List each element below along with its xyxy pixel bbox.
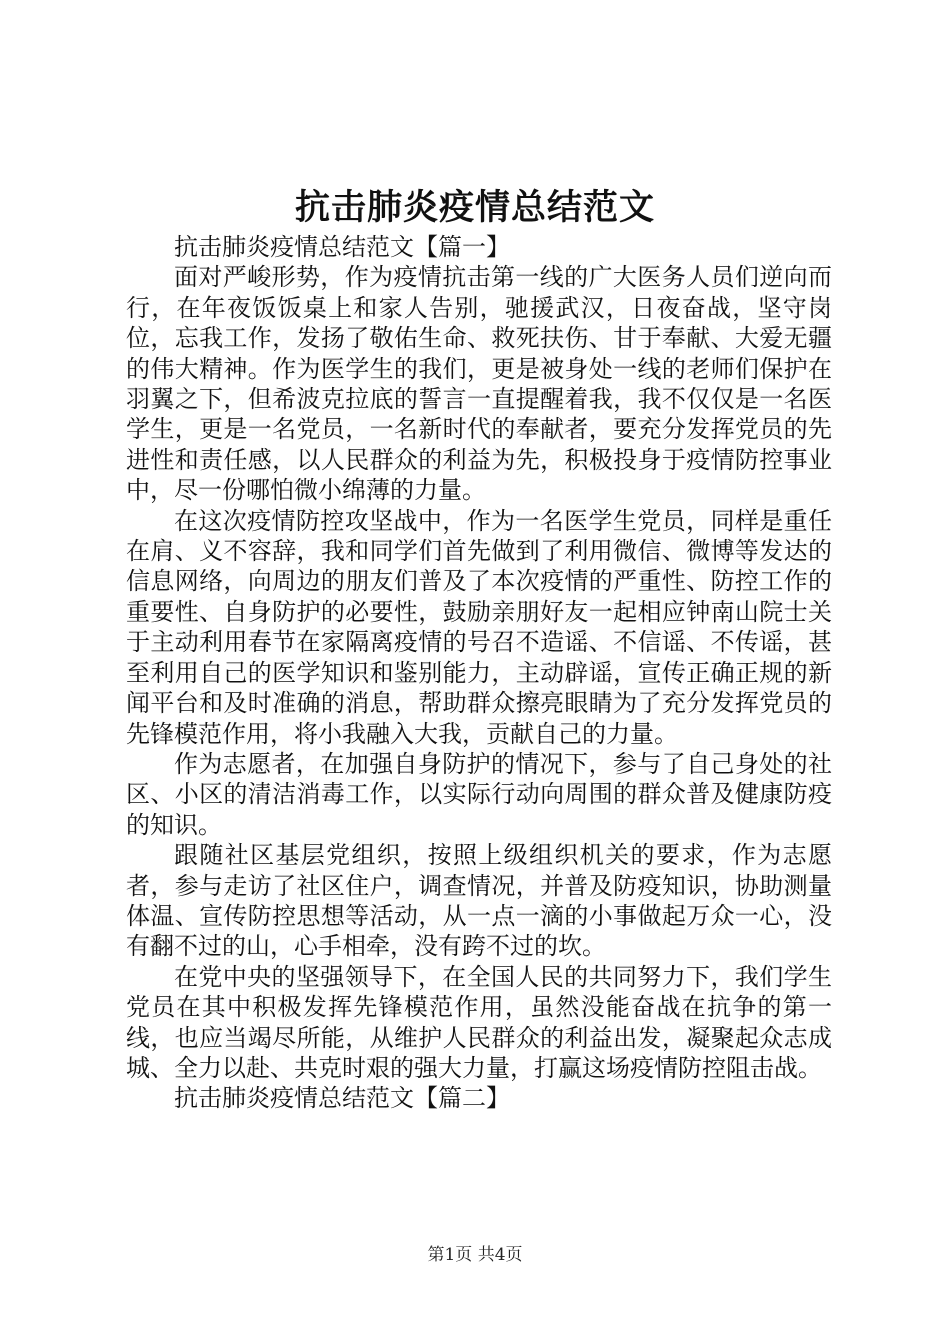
paragraph-4: 跟随社区基层党组织，按照上级组织机关的要求，作为志愿者，参与走访了社区住户，调查情况，并普及防疫知识，协助测量体温、宣传防控思想等活动，从一点一滴的小事做起万众一心，没有翻不过的山，心手相牵，没有跨不过的坎。 xyxy=(126,841,832,961)
document-body xyxy=(126,232,832,1114)
page-footer: 第1页 共4页 xyxy=(427,1245,523,1265)
document-title: 抗击肺炎疫情总结范文 xyxy=(294,187,655,228)
paragraph-3: 作为志愿者，在加强自身防护的情况下，参与了自己身处的社区、小区的清洁消毒工作，以实际行动向周围的群众普及健康防疫的知识。 xyxy=(126,749,832,839)
paragraph-5: 在党中央的坚强领导下，在全国人民的共同努力下，我们学生党员在其中积极发挥先锋模范作用，虽然没能奋战在抗争的第一线，也应当竭尽所能，从维护人民群众的利益出发，凝聚起众志成城、全力以赴、共克时艰的强大力量，打赢这场疫情防控阻击战。 xyxy=(126,962,832,1082)
paragraph-2: 在这次疫情防控攻坚战中，作为一名医学生党员，同样是重任在肩、义不容辞，我和同学们首先做到了利用微信、微博等发达的信息网络，向周边的朋友们普及了本次疫情的严重性、防控工作的重要性、自身防护的必要性，鼓励亲朋好友一起相应钟南山院士关于主动利用春节在家隔离疫情的号召不造谣、不信谣、不传谣，甚至利用自己的医学知识和鉴别能力，主动辟谣，宣传正确正规的新闻平台和及时准确的消息，帮助群众擦亮眼睛为了充分发挥党员的先锋模范作用，将小我融入大我，贡献自己的力量。 xyxy=(126,506,832,748)
section-heading-2: 抗击肺炎疫情总结范文【篇二】 xyxy=(174,1084,510,1113)
section-heading-1: 抗击肺炎疫情总结范文【篇一】 xyxy=(174,233,510,261)
paragraph-1: 面对严峻形势，作为疫情抗击第一线的广大医务人员们逆向而行，在年夜饭饭桌上和家人告别，驰援武汉，日夜奋战，坚守岗位，忘我工作，发扬了敬佑生命、救死扶伤、甘于奉献、大爱无疆的伟大精神。作为医学生的我们，更是被身处一线的老师们保护在羽翼之下，但希波克拉底的誓言一直提醒着我，我不仅仅是一名医学生，更是一名党员，一名新时代的奉献者，要充分发挥党员的先进性和责任感，以人民群众的利益为先，积极投身于疫情防控事业中，尽一份哪怕微小绵薄的力量。 xyxy=(126,263,832,505)
